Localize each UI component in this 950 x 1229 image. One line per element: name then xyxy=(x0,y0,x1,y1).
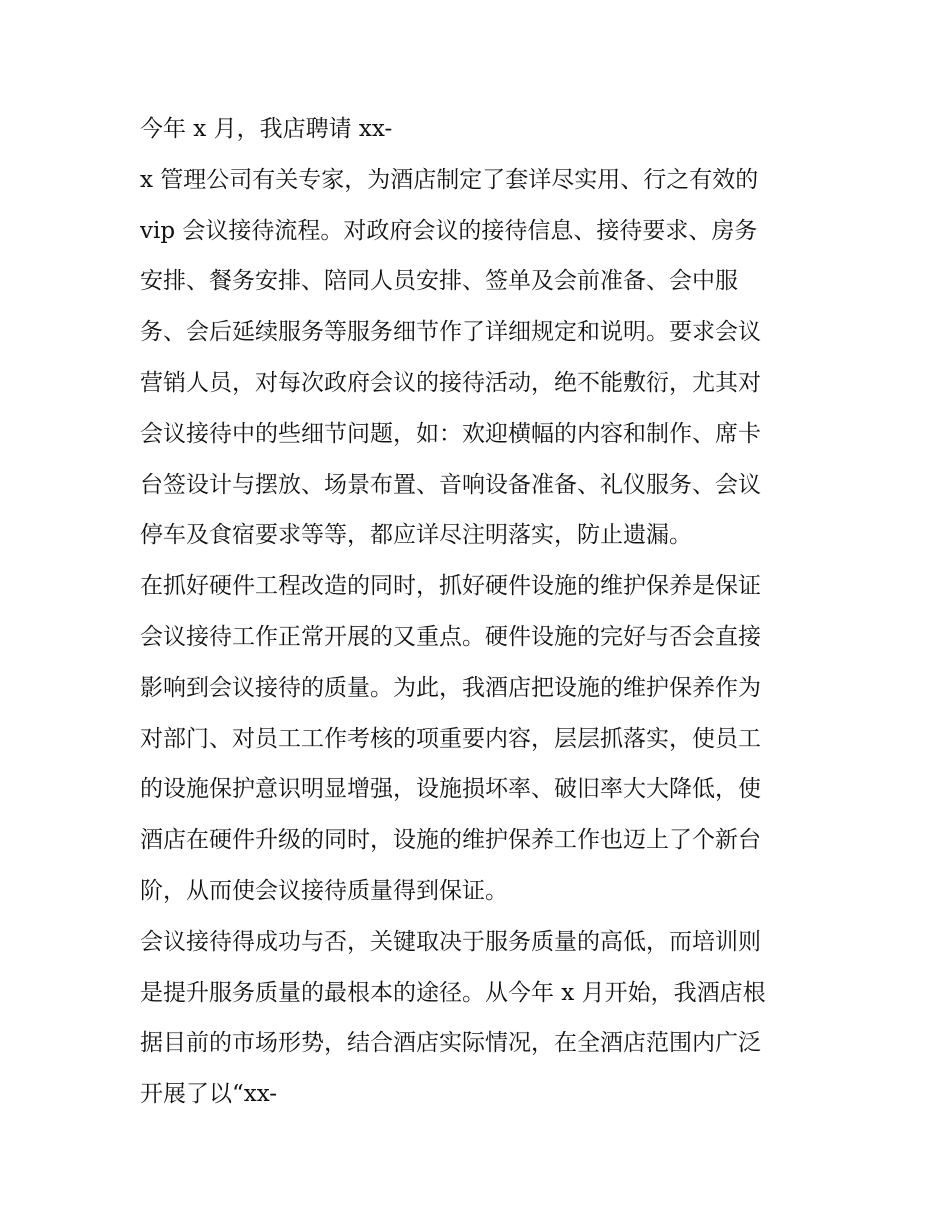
text-line: 务、会后延续服务等服务细节作了详细规定和说明。要求会议 xyxy=(140,319,761,346)
text-line: 今年 x 月，我店聘请 xx- xyxy=(140,116,393,142)
text-line: x 管理公司有关专家，为酒店制定了套详尽实用、行之有效的 xyxy=(140,166,759,193)
text-line: 酒店在硬件升级的同时，设施的维护保养工作也迈上了个新台 xyxy=(140,827,761,854)
text-line: 对部门、对员工工作考核的项重要内容，层层抓落实，使员工 xyxy=(140,725,761,752)
text-line: 阶，从而使会议接待质量得到保证。 xyxy=(140,877,508,904)
text-line: 据目前的市场形势，结合酒店实际情况，在全酒店范围内广泛 xyxy=(140,1030,761,1057)
text-line: 会议接待得成功与否，关键取决于服务质量的高低，而培训则 xyxy=(140,928,761,955)
text-line: 会议接待中的些细节问题，如：欢迎横幅的内容和制作、席卡 xyxy=(140,420,761,447)
text-line: 安排、餐务安排、陪同人员安排、签单及会前准备、会中服 xyxy=(140,268,738,295)
text-line: 开展了以“xx- xyxy=(140,1081,278,1108)
text-line: 影响到会议接待的质量。为此，我酒店把设施的维护保养作为 xyxy=(140,674,761,701)
text-line: 是提升服务质量的最根本的途径。从今年 x 月开始，我酒店根 xyxy=(140,979,766,1006)
text-line: 在抓好硬件工程改造的同时，抓好硬件设施的维护保养是保证 xyxy=(140,573,761,600)
text-line: 停车及食宿要求等等，都应详尽注明落实，防止遗漏。 xyxy=(140,522,692,549)
body-text xyxy=(140,104,820,1120)
text-line: 会议接待工作正常开展的又重点。硬件设施的完好与否会直接 xyxy=(140,623,761,650)
text-line: 台签设计与摆放、场景布置、音响设备准备、礼仪服务、会议 xyxy=(140,471,761,498)
text-line: 的设施保护意识明显增强，设施损坏率、破旧率大大降低，使 xyxy=(140,776,761,803)
text-line: 营销人员，对每次政府会议的接待活动，绝不能敷衍，尤其对 xyxy=(140,369,761,396)
text-line: vip 会议接待流程。对政府会议的接待信息、接待要求、房务 xyxy=(140,217,758,244)
